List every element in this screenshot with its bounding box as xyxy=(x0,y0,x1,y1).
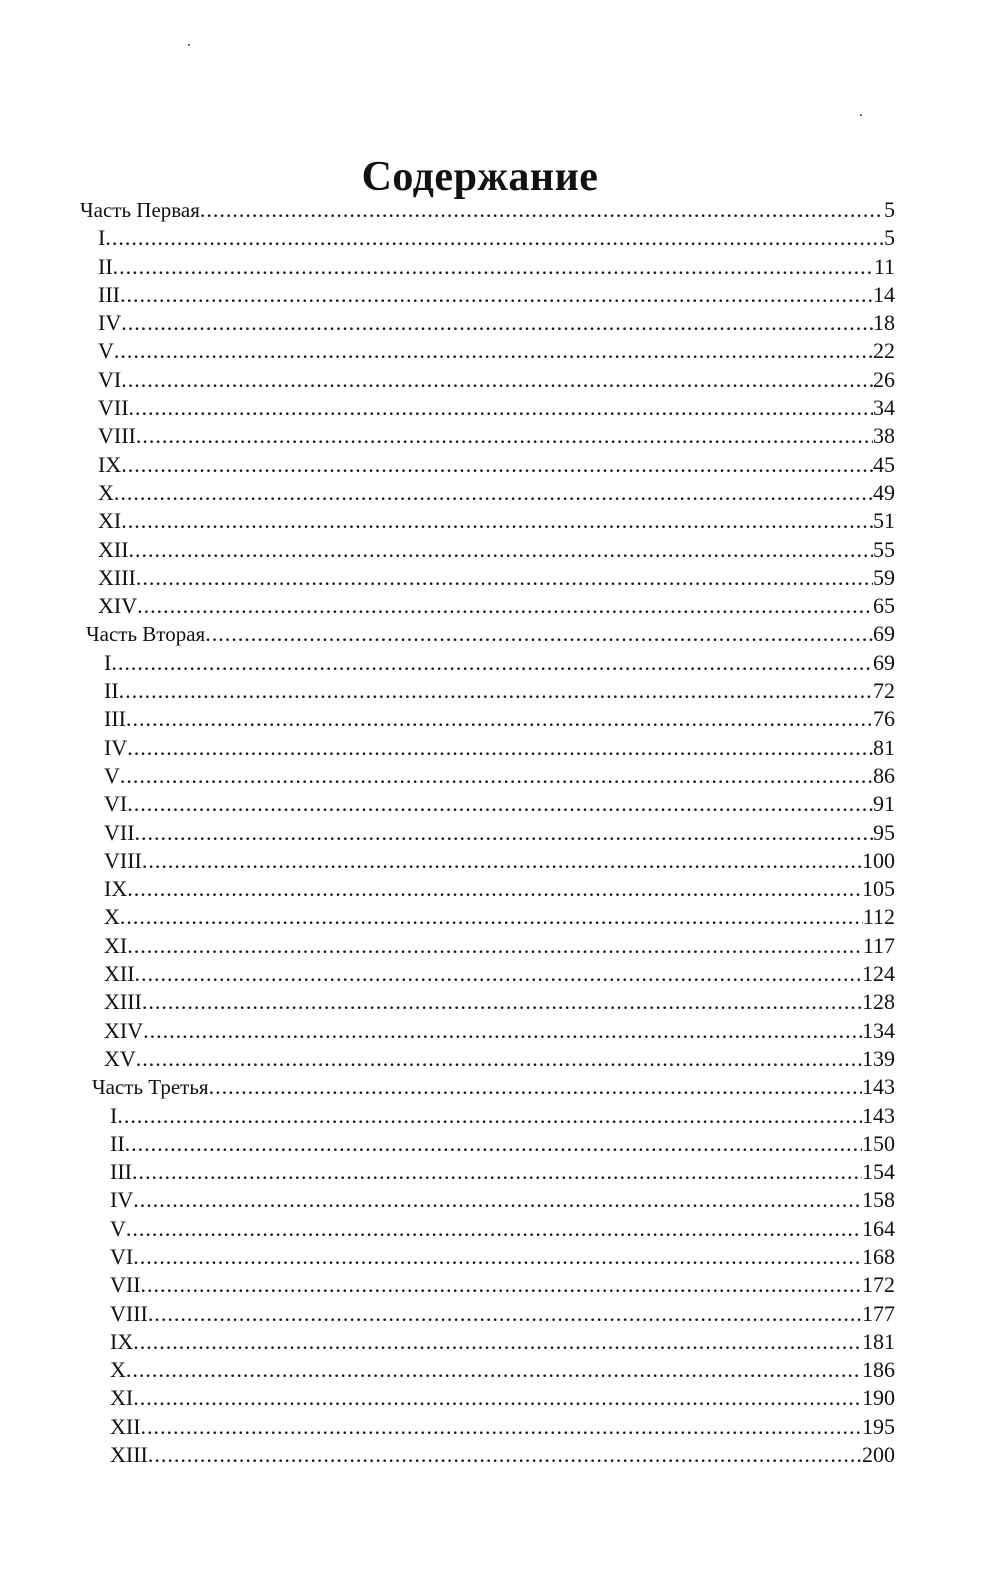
toc-leader-dots xyxy=(125,1130,862,1158)
toc-leader-dots xyxy=(121,309,873,337)
toc-leader-dots xyxy=(143,1017,862,1045)
toc-page-number: 154 xyxy=(862,1159,895,1185)
toc-chapter-label: X xyxy=(104,904,120,930)
toc-leader-dots xyxy=(121,451,873,479)
toc-page-number: 181 xyxy=(862,1328,895,1354)
toc-entry-line xyxy=(98,281,895,309)
toc-leader-dots xyxy=(127,932,863,960)
toc-page-number: 124 xyxy=(862,961,895,987)
toc-chapter-label: XV xyxy=(104,1045,136,1071)
toc-page-number: 164 xyxy=(862,1215,895,1241)
toc-chapter-entry xyxy=(0,451,1000,479)
toc-entry-line xyxy=(110,1384,895,1412)
toc-leader-dots xyxy=(135,960,862,988)
toc-entry-line xyxy=(110,1102,895,1130)
toc-leader-dots xyxy=(205,620,873,648)
toc-entry-line xyxy=(110,1356,895,1384)
toc-page-number: 69 xyxy=(873,649,895,675)
toc-part-entry xyxy=(0,1073,1000,1101)
toc-part-label: Часть Вторая xyxy=(86,622,206,647)
toc-chapter-label: I xyxy=(98,225,106,251)
toc-entry-line xyxy=(110,1130,895,1158)
toc-leader-dots xyxy=(126,1356,862,1384)
toc-chapter-label: V xyxy=(110,1215,126,1241)
toc-chapter-label: X xyxy=(98,479,114,505)
toc-chapter-label: III xyxy=(104,706,126,732)
toc-chapter-label: IV xyxy=(98,310,122,336)
toc-chapter-entry xyxy=(0,903,1000,931)
toc-chapter-entry xyxy=(0,394,1000,422)
toc-entry-line xyxy=(110,1158,895,1186)
toc-leader-dots xyxy=(114,337,873,365)
toc-entry-line xyxy=(104,932,895,960)
toc-chapter-entry xyxy=(0,1186,1000,1214)
toc-entry-line xyxy=(92,1073,895,1101)
toc-page-number: 139 xyxy=(862,1045,895,1071)
toc-chapter-entry xyxy=(0,1300,1000,1328)
toc-entry-line xyxy=(104,649,895,677)
toc-chapter-label: VII xyxy=(98,395,129,421)
toc-page-number: 186 xyxy=(862,1357,895,1383)
toc-page-number: 38 xyxy=(873,423,895,449)
toc-chapter-entry xyxy=(0,1413,1000,1441)
toc-leader-dots xyxy=(105,224,884,252)
toc-leader-dots xyxy=(135,819,873,847)
toc-page-number: 59 xyxy=(873,564,895,590)
toc-chapter-entry xyxy=(0,422,1000,450)
toc-entry-line xyxy=(98,422,895,450)
toc-chapter-label: II xyxy=(104,678,119,704)
toc-chapter-entry xyxy=(0,762,1000,790)
toc-chapter-entry xyxy=(0,1328,1000,1356)
toc-chapter-label: I xyxy=(110,1102,118,1128)
toc-leader-dots xyxy=(126,1215,862,1243)
toc-leader-dots xyxy=(121,507,873,535)
toc-chapter-label: IV xyxy=(104,734,128,760)
toc-chapter-entry xyxy=(0,960,1000,988)
toc-chapter-label: IX xyxy=(98,451,122,477)
toc-chapter-label: XIII xyxy=(104,989,142,1015)
toc-leader-dots xyxy=(142,988,862,1016)
toc-chapter-entry xyxy=(0,507,1000,535)
toc-page-number: 172 xyxy=(862,1272,895,1298)
toc-leader-dots xyxy=(141,1271,862,1299)
toc-entry-line xyxy=(110,1300,895,1328)
toc-leader-dots xyxy=(137,592,873,620)
toc-leader-dots xyxy=(127,790,873,818)
toc-chapter-entry xyxy=(0,734,1000,762)
toc-chapter-label: XIII xyxy=(98,564,136,590)
toc-chapter-label: XI xyxy=(110,1385,134,1411)
toc-page-number: 14 xyxy=(873,281,895,307)
toc-chapter-entry xyxy=(0,677,1000,705)
toc-chapter-label: VII xyxy=(104,819,135,845)
toc-leader-dots xyxy=(136,1045,862,1073)
toc-page-number: 168 xyxy=(862,1243,895,1269)
toc-entry-line xyxy=(104,705,895,733)
toc-chapter-entry xyxy=(0,1158,1000,1186)
toc-chapter-entry xyxy=(0,1215,1000,1243)
toc-entry-line xyxy=(80,196,895,224)
toc-entry-line xyxy=(98,366,895,394)
toc-entry-line xyxy=(104,734,895,762)
toc-entry-line xyxy=(110,1441,895,1469)
toc-chapter-entry xyxy=(0,337,1000,365)
toc-page-number: 150 xyxy=(862,1130,895,1156)
toc-leader-dots xyxy=(119,677,873,705)
toc-chapter-entry xyxy=(0,592,1000,620)
toc-leader-dots xyxy=(133,1328,862,1356)
toc-chapter-entry xyxy=(0,536,1000,564)
toc-entry-line xyxy=(98,479,895,507)
toc-chapter-entry xyxy=(0,1441,1000,1469)
toc-entry-line xyxy=(104,1045,895,1073)
toc-entry-line xyxy=(98,592,895,620)
toc-chapter-label: VI xyxy=(104,791,128,817)
page-title: Содержание xyxy=(361,154,599,201)
toc-leader-dots xyxy=(136,422,873,450)
toc-chapter-entry xyxy=(0,932,1000,960)
toc-chapter-label: XIII xyxy=(110,1442,148,1468)
toc-chapter-label: XIV xyxy=(104,1017,144,1043)
toc-chapter-label: V xyxy=(104,762,120,788)
toc-leader-dots xyxy=(132,1158,862,1186)
toc-page-number: 128 xyxy=(862,989,895,1015)
toc-chapter-label: II xyxy=(98,253,113,279)
toc-entry-line xyxy=(110,1328,895,1356)
toc-chapter-label: X xyxy=(110,1357,126,1383)
toc-leader-dots xyxy=(133,1243,862,1271)
toc-chapter-entry xyxy=(0,564,1000,592)
toc-chapter-label: XIV xyxy=(98,593,138,619)
toc-entry-line xyxy=(110,1243,895,1271)
toc-page-number: 34 xyxy=(873,395,895,421)
toc-page-number: 158 xyxy=(862,1187,895,1213)
toc-page-number: 100 xyxy=(862,847,895,873)
toc-chapter-label: VIII xyxy=(104,847,142,873)
toc-chapter-label: XI xyxy=(104,932,128,958)
toc-chapter-entry xyxy=(0,253,1000,281)
toc-entry-line xyxy=(98,224,895,252)
toc-chapter-entry xyxy=(0,819,1000,847)
toc-page-number: 45 xyxy=(873,451,895,477)
toc-chapter-label: XII xyxy=(110,1413,141,1439)
toc-chapter-label: III xyxy=(98,281,120,307)
toc-leader-dots xyxy=(120,281,873,309)
toc-page-number: 72 xyxy=(873,678,895,704)
toc-chapter-label: II xyxy=(110,1130,125,1156)
toc-leader-dots xyxy=(209,1073,862,1101)
toc-entry-line xyxy=(98,564,895,592)
toc-page-number: 55 xyxy=(873,536,895,562)
toc-chapter-entry xyxy=(0,1102,1000,1130)
toc-entry-line xyxy=(86,620,895,648)
toc-leader-dots xyxy=(127,734,873,762)
toc-entry-line xyxy=(110,1186,895,1214)
toc-chapter-entry xyxy=(0,847,1000,875)
toc-chapter-entry xyxy=(0,988,1000,1016)
toc-part-label: Часть Третья xyxy=(92,1075,209,1100)
toc-chapter-label: VI xyxy=(110,1243,134,1269)
toc-page-number: 95 xyxy=(873,819,895,845)
toc-entry-line xyxy=(104,762,895,790)
toc-chapter-label: VII xyxy=(110,1272,141,1298)
toc-chapter-entry xyxy=(0,1384,1000,1412)
toc-chapter-label: VI xyxy=(98,366,122,392)
toc-entry-line xyxy=(104,960,895,988)
toc-entry-line xyxy=(104,1017,895,1045)
toc-chapter-entry xyxy=(0,224,1000,252)
toc-chapter-label: VIII xyxy=(110,1300,148,1326)
toc-chapter-label: V xyxy=(98,338,114,364)
toc-leader-dots xyxy=(148,1300,862,1328)
toc-entry-line xyxy=(104,677,895,705)
toc-chapter-entry xyxy=(0,649,1000,677)
toc-page-number: 105 xyxy=(862,876,895,902)
toc-entry-line xyxy=(98,309,895,337)
toc-entry-line xyxy=(110,1271,895,1299)
toc-page-number: 49 xyxy=(873,479,895,505)
toc-page-number: 51 xyxy=(873,508,895,534)
toc-page-number: 11 xyxy=(873,253,895,279)
toc-page-number: 112 xyxy=(862,904,895,930)
toc-chapter-label: IX xyxy=(104,876,128,902)
toc-chapter-entry xyxy=(0,1243,1000,1271)
toc-chapter-label: IV xyxy=(110,1187,134,1213)
toc-page-number: 81 xyxy=(873,734,895,760)
toc-page-number: 22 xyxy=(873,338,895,364)
toc-page-number: 26 xyxy=(873,366,895,392)
toc-chapter-label: I xyxy=(104,649,112,675)
scan-speck xyxy=(860,114,862,116)
toc-entry-line xyxy=(98,451,895,479)
toc-entry-line xyxy=(104,847,895,875)
toc-leader-dots xyxy=(133,1384,862,1412)
toc-part-entry xyxy=(0,196,1000,224)
toc-leader-dots xyxy=(141,1413,862,1441)
toc-chapter-label: XII xyxy=(98,536,129,562)
toc-part-entry xyxy=(0,620,1000,648)
toc-leader-dots xyxy=(129,394,873,422)
toc-chapter-label: III xyxy=(110,1159,132,1185)
toc-chapter-entry xyxy=(0,1271,1000,1299)
toc-leader-dots xyxy=(142,847,862,875)
toc-entry-line xyxy=(98,507,895,535)
toc-leader-dots xyxy=(127,875,862,903)
toc-leader-dots xyxy=(129,536,873,564)
table-of-contents xyxy=(0,196,1000,1469)
toc-entry-line xyxy=(104,819,895,847)
toc-entry-line xyxy=(104,903,895,931)
toc-leader-dots xyxy=(126,705,873,733)
toc-chapter-entry xyxy=(0,479,1000,507)
toc-chapter-entry xyxy=(0,1130,1000,1158)
toc-page-number: 65 xyxy=(873,593,895,619)
toc-chapter-entry xyxy=(0,309,1000,337)
toc-page-number: 18 xyxy=(873,310,895,336)
toc-page-number: 200 xyxy=(862,1442,895,1468)
toc-chapter-entry xyxy=(0,1045,1000,1073)
toc-chapter-entry xyxy=(0,1356,1000,1384)
toc-chapter-entry xyxy=(0,1017,1000,1045)
toc-entry-line xyxy=(104,988,895,1016)
toc-part-label: Часть Первая xyxy=(80,198,200,222)
toc-chapter-label: XII xyxy=(104,961,135,987)
toc-chapter-label: VIII xyxy=(98,423,136,449)
toc-page-number: 91 xyxy=(873,791,895,817)
toc-leader-dots xyxy=(121,366,873,394)
toc-leader-dots xyxy=(133,1186,862,1214)
toc-page-number: 69 xyxy=(873,621,895,647)
toc-entry-line xyxy=(110,1215,895,1243)
toc-page-number: 117 xyxy=(862,932,895,958)
toc-page-number: 5 xyxy=(884,225,895,251)
toc-leader-dots xyxy=(113,253,874,281)
toc-chapter-entry xyxy=(0,705,1000,733)
toc-page-number: 190 xyxy=(862,1385,895,1411)
toc-entry-line xyxy=(98,394,895,422)
toc-page-number: 143 xyxy=(862,1102,895,1128)
toc-page-number: 86 xyxy=(873,762,895,788)
toc-leader-dots xyxy=(148,1441,862,1469)
toc-leader-dots xyxy=(136,564,873,592)
toc-entry-line xyxy=(104,790,895,818)
toc-chapter-entry xyxy=(0,281,1000,309)
scan-speck xyxy=(188,44,190,46)
toc-entry-line xyxy=(110,1413,895,1441)
toc-chapter-entry xyxy=(0,790,1000,818)
toc-page-number: 177 xyxy=(862,1300,895,1326)
toc-page-number: 76 xyxy=(873,706,895,732)
toc-leader-dots xyxy=(200,196,884,224)
toc-page-number: 143 xyxy=(862,1074,895,1100)
toc-chapter-label: IX xyxy=(110,1328,134,1354)
toc-entry-line xyxy=(98,536,895,564)
toc-chapter-entry xyxy=(0,366,1000,394)
toc-page-number: 134 xyxy=(862,1017,895,1043)
toc-entry-line xyxy=(98,253,895,281)
toc-leader-dots xyxy=(120,762,873,790)
toc-page-number: 195 xyxy=(862,1413,895,1439)
toc-chapter-entry xyxy=(0,875,1000,903)
toc-leader-dots xyxy=(114,479,873,507)
toc-entry-line xyxy=(98,337,895,365)
toc-entry-line xyxy=(104,875,895,903)
toc-chapter-label: XI xyxy=(98,508,122,534)
toc-leader-dots xyxy=(111,649,873,677)
toc-leader-dots xyxy=(117,1102,862,1130)
toc-page-number: 5 xyxy=(884,197,895,222)
toc-leader-dots xyxy=(120,903,863,931)
